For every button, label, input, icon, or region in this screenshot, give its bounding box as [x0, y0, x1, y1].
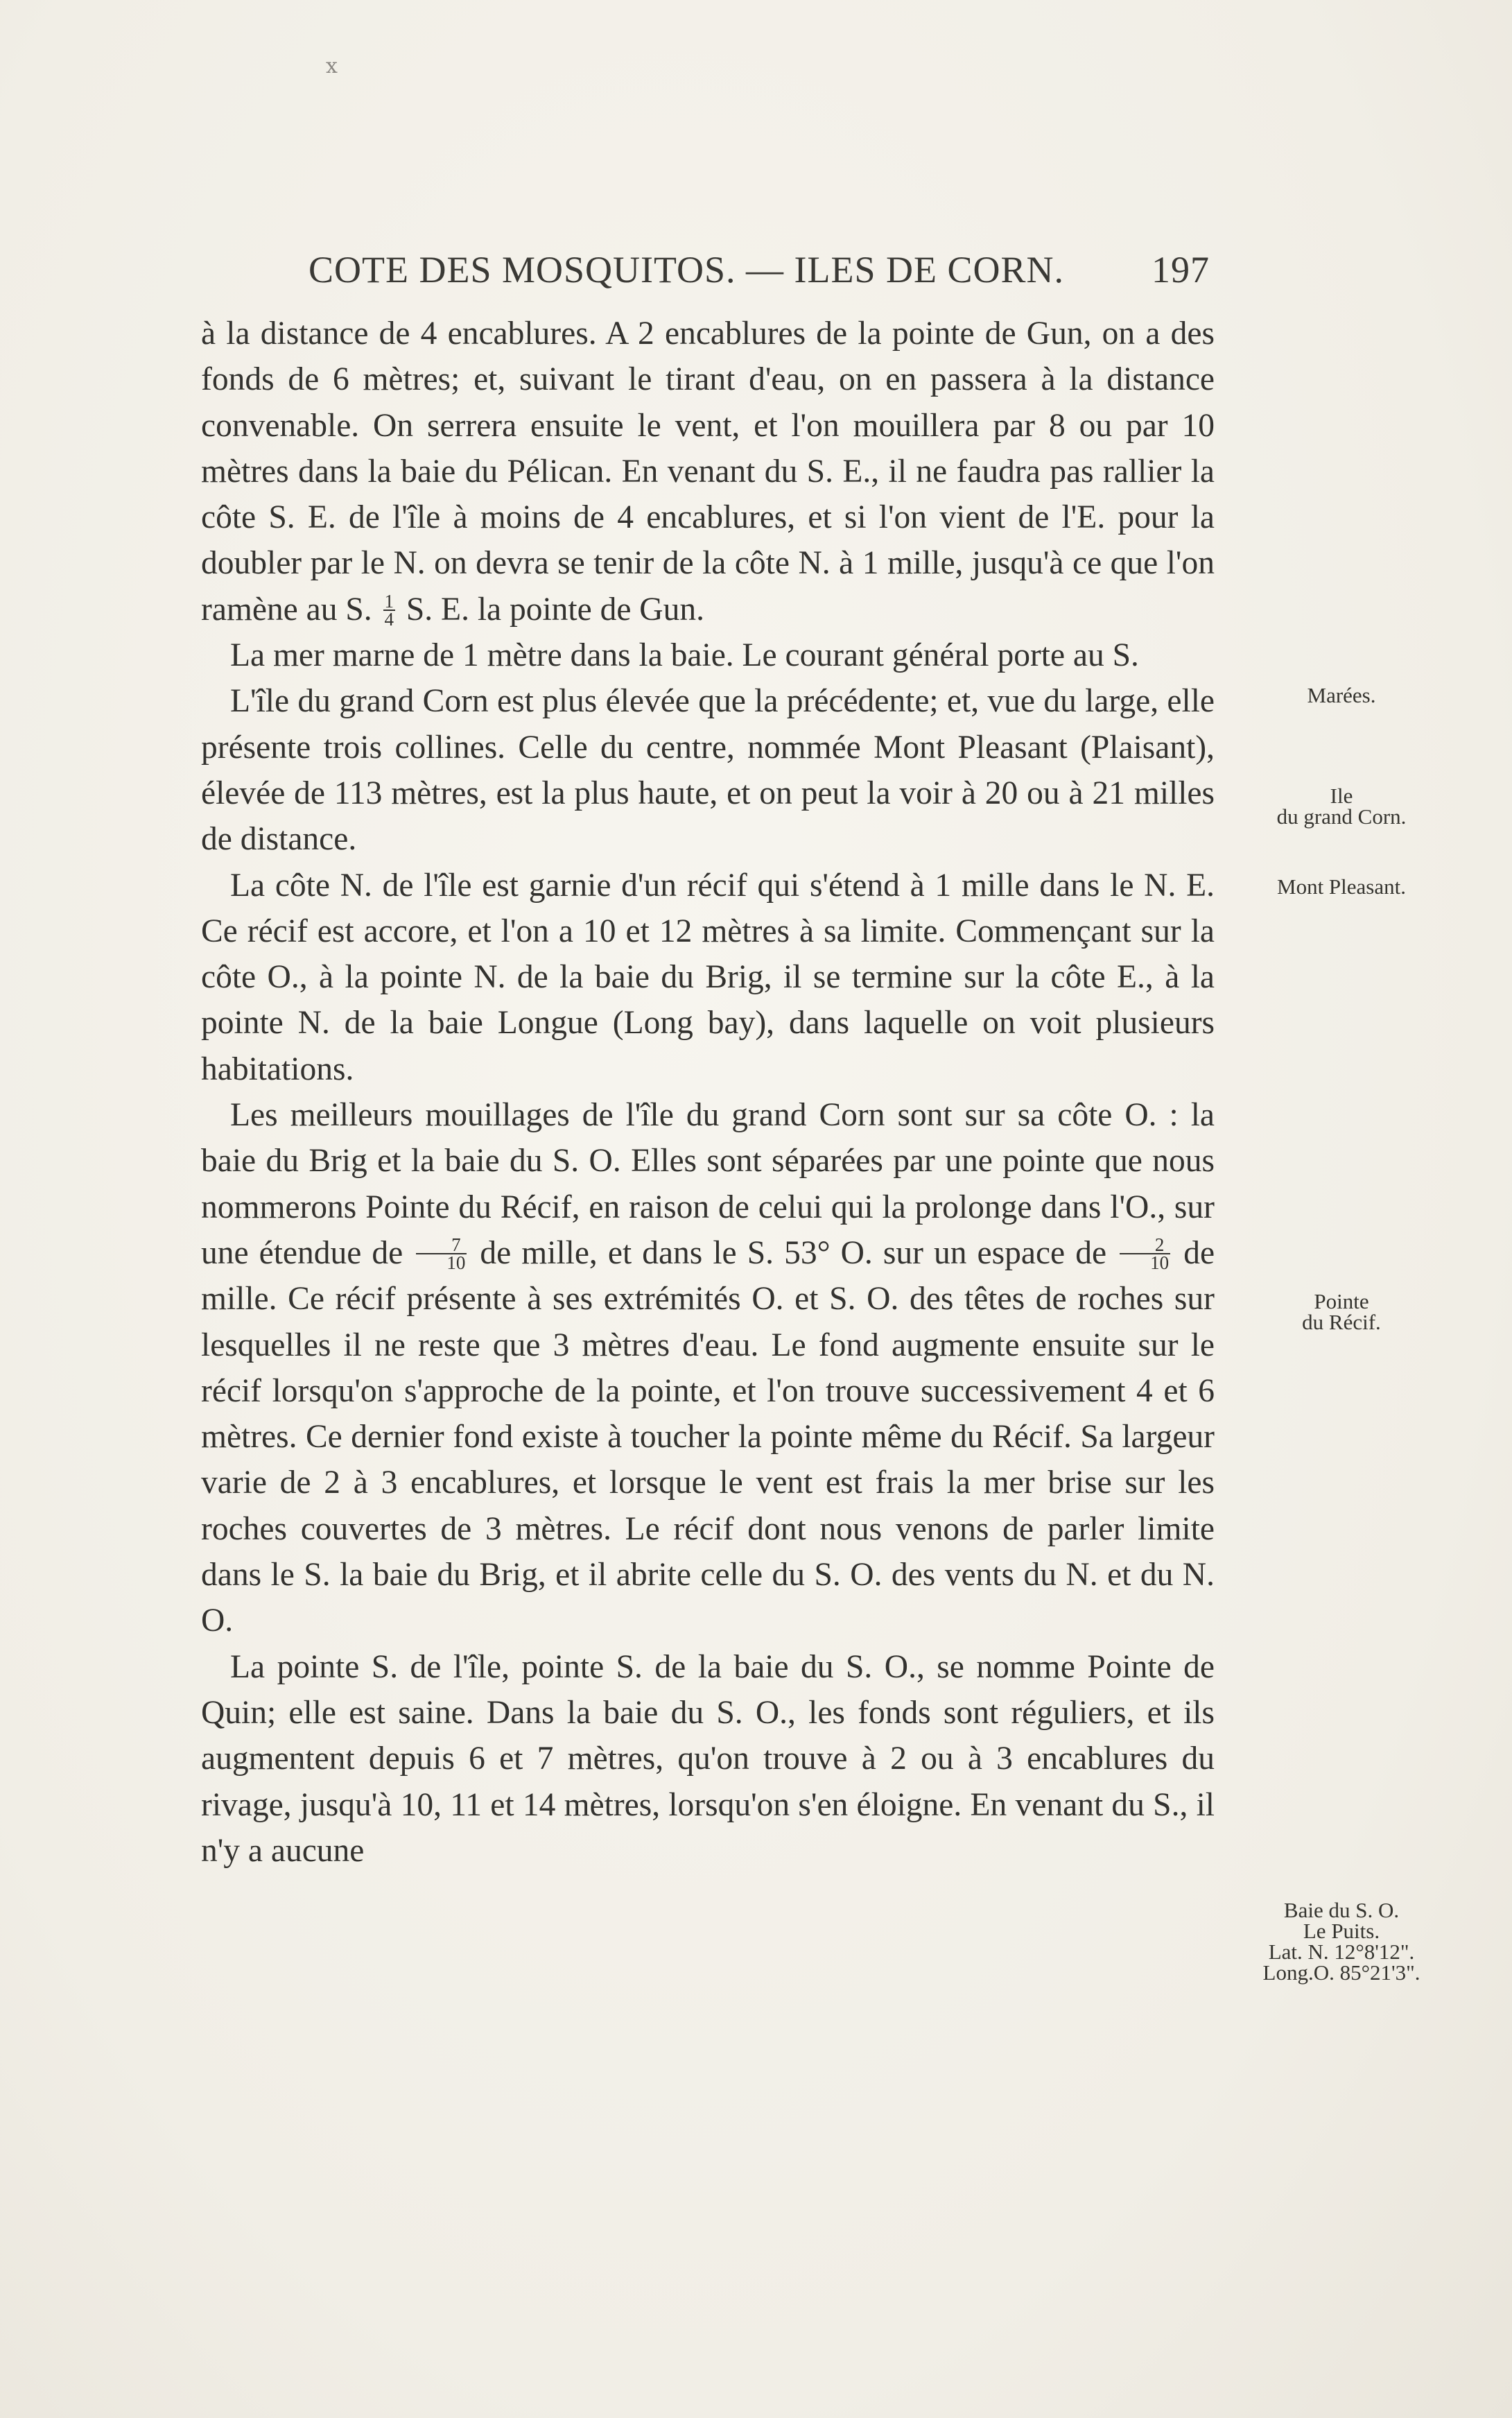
paragraph-grand-corn: L'île du grand Corn est plus élevée que la précédente; et, vue du large, elle présente trois collines. Celle du centre, nommée Mont Pleasant (Plaisant), élevée de 113 mètres, est la plus haute, et on peut la voir à 20 ou à 21 milles de distance.: [201, 683, 1215, 858]
side-note-pointe-recif: Pointe du Récif.: [1302, 1289, 1381, 1334]
page-number: 197: [1152, 249, 1210, 291]
paragraph-continued: à la distance de 4 encablures. A 2 encablures de la pointe de Gun, on a des fonds de 6 mètres; et, suivant le tirant d'eau, on en passera à la distance convenable. On serrera ensuite le vent, et l'on mouillera par 8 ou par 10 mètres dans la baie du Pélican. En venant du S. E., il ne faudra pas rallier la côte S. E. de l'île à moins de 4 encablures, et si l'on vient de l'E. pour la doubler par le N. on devra se tenir de la côte N. à 1 mille, jusqu'à ce que l'on ramène au S. $\frac{1}{4}$ S. E. la pointe de Gun.: [201, 316, 1215, 630]
side-note-baie-so: Baie du S. O. Le Puits. Lat. N. 12°8'12". Long.O. 85°21'3".: [1262, 1898, 1420, 1985]
body-text: [201, 311, 1215, 1874]
running-title: COTE DES MOSQUITOS. — ILES DE CORN.: [309, 249, 1065, 291]
fraction-two-tenths: $\frac{2}{10}$: [1120, 1236, 1170, 1271]
top-mark: x: [326, 54, 338, 78]
paragraph-tides: La mer marne de 1 mètre dans la baie. Le courant général porte au S.: [230, 637, 1139, 674]
paragraph-north-reef: La côte N. de l'île est garnie d'un récif qui s'étend à 1 mille dans le N. E. Ce récif est accore, et l'on a 10 et 12 mètres à sa limite. Commençant sur la côte O., à la pointe N. de la baie du Brig, il se termine sur la côte E., à la pointe N. de la baie Longue (Long bay), dans laquelle on voit plusieurs habitations.: [201, 867, 1215, 1087]
fraction-quarter: $\frac{1}{4}$: [384, 590, 394, 630]
side-note-marees: Marées.: [1307, 683, 1376, 707]
side-note-mont-pleasant: Mont Pleasant.: [1277, 874, 1406, 899]
paragraph-south-point: La pointe S. de l'île, pointe S. de la baie du S. O., se nomme Pointe de Quin; elle est saine. Dans la baie du S. O., les fonds sont réguliers, et ils augmentent depuis 6 et 7 mètres, qu'on trouve à 2 ou à 3 encablures du rivage, jusqu'à 10, 11 et 14 mètres, lorsqu'on s'en éloigne. En venant du S., il n'y a aucune: [201, 1648, 1215, 1869]
side-note-ile-grand-corn: Ile du grand Corn.: [1276, 784, 1407, 829]
fraction-seven-tenths: $\frac{7}{10}$: [416, 1236, 467, 1271]
paragraph-anchorages: Les meilleurs mouillages de l'île du grand Corn sont sur sa côte O. : la baie du Brig et la baie du S. O. Elles sont séparées par une pointe que nous nommerons Pointe du Récif, en raison de celui qui la prolonge dans l'O., sur une étendue de $\frac{7}{10}$ de mille, et dans le S. 53° O. sur un espace de $\frac{2}{10}$ de mille. Ce récif présente à ses extrémités O. et S. O. des têtes de roches sur lesquelles il ne reste que 3 mètres d'eau. Le fond augmente ensuite sur le récif lorsqu'on s'approche de la pointe, et l'on trouve successivement 4 et 6 mètres. Ce dernier fond existe à toucher la pointe même du Récif. Sa largeur varie de 2 à 3 encablures, et lorsque le vent est frais la mer brise sur les roches couvertes de 3 mètres. Le récif dont nous venons de parler limite dans le S. la baie du Brig, et il abrite celle du S. O. des vents du N. et du N. O.: [201, 1097, 1215, 1639]
